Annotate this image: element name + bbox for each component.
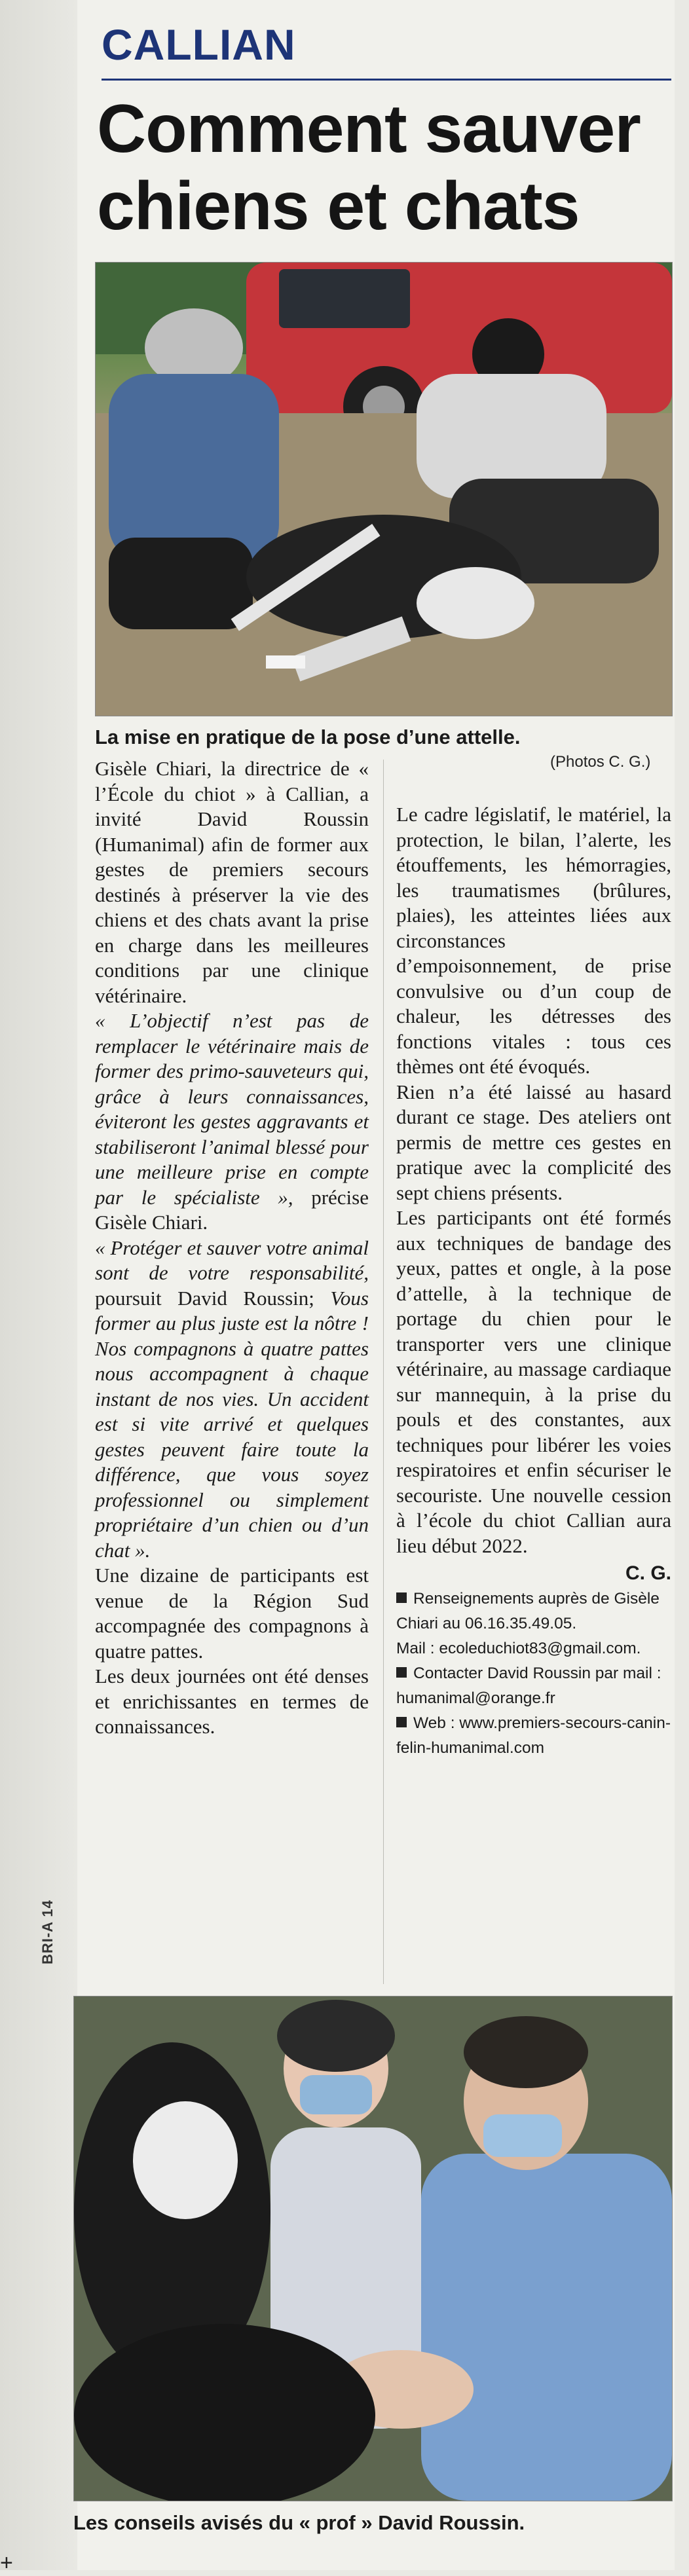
article-signature: C. G. bbox=[625, 1562, 671, 1584]
article-paragraph-2: Une dizaine de participants est venue de la Région Sud accompagnée des compagnons à quatre pattes. bbox=[95, 1564, 369, 1663]
kicker-rule bbox=[102, 79, 671, 81]
photo-splint-illustration bbox=[96, 263, 672, 716]
article-paragraph-1: Gisèle Chiari, la directrice de « l’École du chiot » à Callian, a invité David Roussin (Humanimal) afin de former aux gestes de premiers secours destinés à préserver la vie des chiens et des chats avant la prise en charge dans les meilleures conditions par une clinique vétérinaire. bbox=[95, 757, 369, 1007]
info-phone-text: Renseignements auprès de Gisèle Chiari au 06.16.35.49.05. bbox=[396, 1589, 660, 1632]
crop-mark: + bbox=[0, 2550, 13, 2575]
photo-splint-practice bbox=[95, 262, 673, 716]
column-divider bbox=[383, 760, 384, 1984]
page-folio: BRI-A 14 bbox=[39, 1900, 56, 1964]
article-paragraph-4: Le cadre législatif, le matériel, la protection, le bilan, l’alerte, les étouffements, les hémorragies, les traumatismes (brûlures, plaies), les atteintes liées aux circonstances d’empoisonnement, de prise convulsive ou d’un coup de chaleur, les détresses des fonctions vitales : tous ces thèmes ont été évoqués. bbox=[396, 803, 671, 1078]
info-line-web bbox=[396, 1711, 671, 1761]
quote-1-attribution: précise Gisèle Chiari. bbox=[95, 1185, 369, 1234]
bullet-square-icon bbox=[396, 1667, 407, 1678]
article-paragraph-3: Les deux journées ont été denses et enrichissantes en termes de connaissances. bbox=[95, 1665, 369, 1738]
info-box bbox=[396, 1587, 671, 1761]
bullet-square-icon bbox=[396, 1592, 407, 1603]
article-paragraph-6: Les participants ont été formés aux techniques de bandage des yeux, pattes et ongle, à la pose d’attelle, à la technique de portage du chien pour le transporter vers une clinique vétérinaire, au massage cardiaque sur mannequin, à la prise du pouls et des constantes, aux techniques pour libérer les voies respiratoires et enfin sécuriser le secouriste. Une nouvelle cession à l’école du chiot Callian aura lieu début 2022. bbox=[396, 1206, 671, 1557]
info-line-mail: Mail : ecoleduchiot83@gmail.com. bbox=[396, 1639, 641, 1657]
info-web-text: Web : www.premiers-secours-canin-felin-humanimal.com bbox=[396, 1714, 671, 1757]
photo-credit: (Photos C. G.) bbox=[550, 753, 651, 771]
article-quote-2 bbox=[95, 1236, 369, 1564]
article-column-left bbox=[95, 756, 369, 1740]
photo2-caption: Les conseils avisés du « prof » David Roussin. bbox=[73, 2511, 525, 2534]
article-quote-1 bbox=[95, 1008, 369, 1236]
page-margin bbox=[0, 0, 77, 2570]
section-kicker: CALLIAN bbox=[102, 20, 296, 69]
quote-1-text: « L’objectif n’est pas de remplacer le vétérinaire mais de former des primo-sauveteurs qui, grâce à leurs connaissances, éviteront les gestes aggravants et stabiliseront l’animal blessé pour une meilleure prise en compte par le spécialiste », bbox=[95, 1009, 369, 1209]
article-paragraph-5: Rien n’a été laissé au hasard durant ce stage. Des ateliers ont permis de mettre ces gestes en pratique avec la complicité des sept chiens présents. bbox=[396, 1080, 671, 1204]
info-line-contact bbox=[396, 1661, 671, 1711]
article-column-right bbox=[396, 802, 671, 1761]
photo1-caption: La mise en pratique de la pose d’une attelle. bbox=[95, 726, 521, 748]
quote-2-attribution: poursuit David Roussin; bbox=[95, 1286, 314, 1310]
info-line-phone bbox=[396, 1587, 671, 1636]
info-contact-text: Contacter David Roussin par mail : humanimal@orange.fr bbox=[396, 1664, 661, 1707]
quote-2-text-a: « Protéger et sauver votre animal sont de votre responsabilité, bbox=[95, 1236, 369, 1284]
headline: Comment sauver chiens et chats bbox=[97, 91, 641, 244]
bullet-square-icon bbox=[396, 1717, 407, 1727]
quote-2-text-b: Vous former au plus juste est la nôtre ! Nos compagnons à quatre pattes nous accompagnent à chaque instant de nos vies. Un accident est si vite arrivé et quelques gestes peuvent faire toute la différence, que vous soyez professionnel ou simplement propriétaire d’un chien ou d’un chat ». bbox=[95, 1286, 369, 1562]
photo-instructor-illustration bbox=[74, 1996, 672, 2501]
photo-instructor bbox=[73, 1996, 673, 2501]
